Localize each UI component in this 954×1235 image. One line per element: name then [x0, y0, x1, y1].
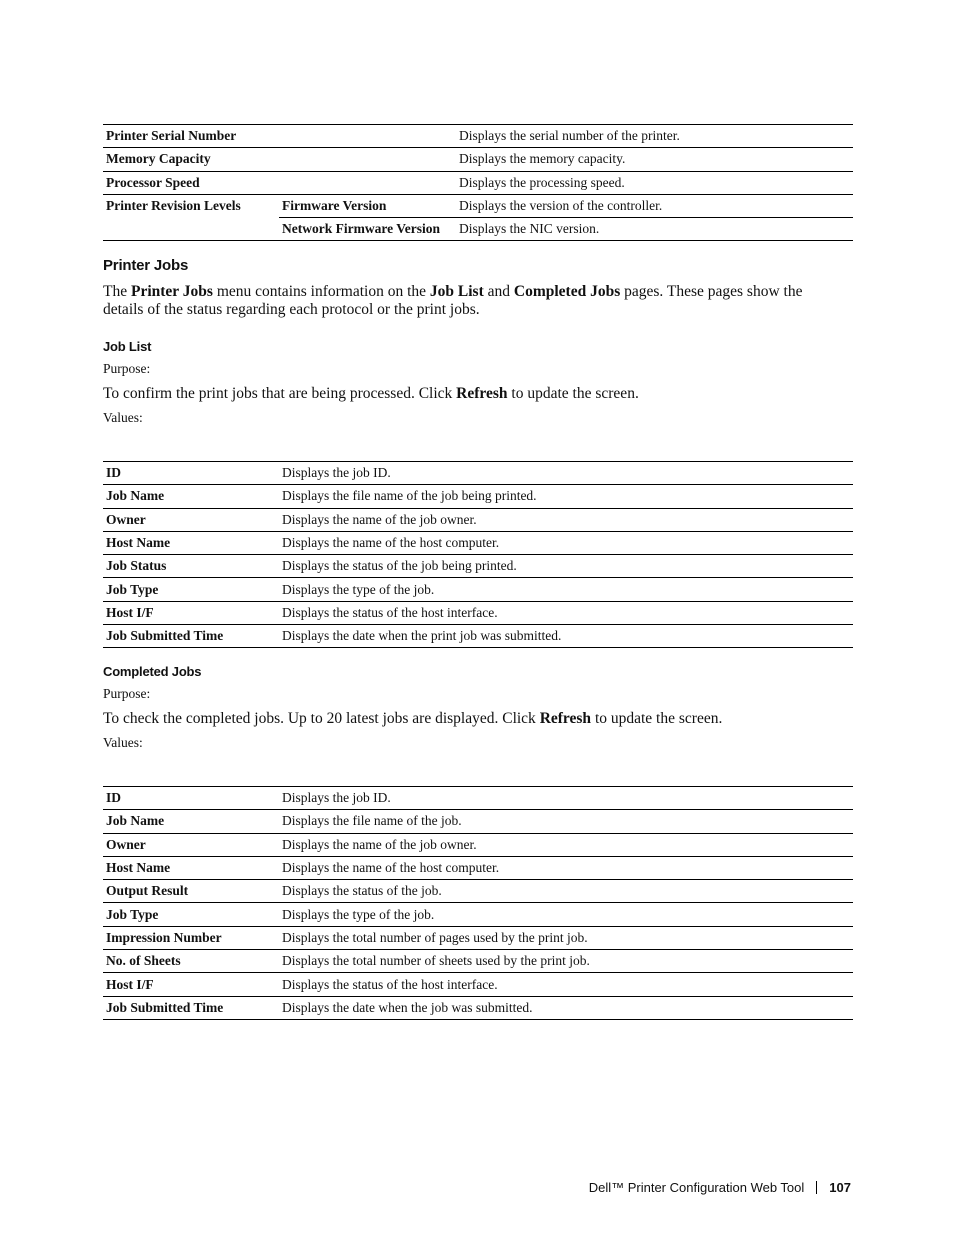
row-key: Processor Speed: [103, 171, 279, 194]
row-desc: Displays the processing speed.: [456, 171, 853, 194]
row-subkey: [279, 171, 456, 194]
completed-jobs-table: [103, 786, 853, 1020]
row-desc: Displays the name of the host computer.: [279, 531, 853, 554]
row-desc: Displays the job ID.: [279, 462, 853, 485]
row-desc: Displays the name of the host computer.: [279, 856, 853, 879]
row-desc: Displays the name of the job owner.: [279, 833, 853, 856]
row-desc: Displays the total number of pages used by the print job.: [279, 926, 853, 949]
row-desc: Displays the status of the job being printed.: [279, 555, 853, 578]
row-key: Host I/F: [103, 973, 279, 996]
table-row: [103, 833, 853, 856]
printer-jobs-intro: The Printer Jobs menu contains information on the Job List and Completed Jobs pages. These pages show the details of the status regarding each protocol or the print jobs.: [103, 283, 803, 318]
row-desc: Displays the name of the job owner.: [279, 508, 853, 531]
row-key: Job Type: [103, 578, 279, 601]
row-key: No. of Sheets: [103, 950, 279, 973]
row-desc: Displays the date when the job was submitted.: [279, 996, 853, 1019]
row-key: Memory Capacity: [103, 148, 279, 171]
row-key: Host Name: [103, 531, 279, 554]
row-key: Impression Number: [103, 926, 279, 949]
row-desc: Displays the total number of sheets used by the print job.: [279, 950, 853, 973]
purpose-label: Purpose:: [103, 686, 151, 701]
row-desc: Displays the file name of the job being printed.: [279, 485, 853, 508]
row-desc: Displays the job ID.: [279, 787, 853, 810]
row-key: Output Result: [103, 880, 279, 903]
row-desc: Displays the status of the host interface.: [279, 973, 853, 996]
table-row: [103, 856, 853, 879]
row-key: Job Submitted Time: [103, 625, 279, 648]
table-row: [103, 125, 853, 148]
row-key: Host Name: [103, 856, 279, 879]
table-row: [103, 578, 853, 601]
row-desc: Displays the date when the print job was submitted.: [279, 625, 853, 648]
row-desc: Displays the serial number of the printer.: [456, 125, 853, 148]
table-row: [103, 194, 853, 217]
row-key: Printer Serial Number: [103, 125, 279, 148]
printer-info-table: [103, 124, 853, 241]
job-list-table: [103, 461, 853, 648]
table-row: [103, 531, 853, 554]
job-list-purpose: To confirm the print jobs that are being processed. Click Refresh to update the screen.: [103, 385, 639, 402]
table-row: [103, 880, 853, 903]
row-key: ID: [103, 787, 279, 810]
row-key: Printer Revision Levels: [106, 198, 241, 214]
subsection-heading-job-list: Job List: [103, 339, 152, 354]
table-row: [103, 973, 853, 996]
row-subkey: [279, 125, 456, 148]
row-desc: Displays the type of the job.: [279, 578, 853, 601]
row-subkey: [279, 148, 456, 171]
row-key: ID: [103, 462, 279, 485]
section-heading-printer-jobs: Printer Jobs: [103, 257, 189, 274]
table-row: [103, 787, 853, 810]
row-desc: Displays the status of the host interface.: [279, 601, 853, 624]
page-number: 107: [829, 1180, 851, 1195]
table-row: [103, 171, 853, 194]
values-label: Values:: [103, 410, 143, 425]
subsection-heading-completed-jobs: Completed Jobs: [103, 664, 202, 679]
table-row: [103, 996, 853, 1019]
table-row: [103, 810, 853, 833]
row-key: [103, 218, 279, 241]
table-row: [103, 462, 853, 485]
row-desc: Displays the NIC version.: [456, 218, 853, 241]
table-row: [103, 903, 853, 926]
table-row: [103, 148, 853, 171]
table-row: [103, 485, 853, 508]
row-key: Job Type: [103, 903, 279, 926]
row-subkey: Network Firmware Version: [279, 218, 456, 241]
purpose-label: Purpose:: [103, 361, 151, 376]
row-subkey: Firmware Version: [279, 194, 456, 217]
row-key: Job Name: [103, 485, 279, 508]
row-key: Job Status: [103, 555, 279, 578]
row-key: Owner: [103, 508, 279, 531]
table-row: [103, 950, 853, 973]
table-row: [103, 601, 853, 624]
row-key: Job Submitted Time: [103, 996, 279, 1019]
footer-title: Dell™ Printer Configuration Web Tool: [588, 1180, 805, 1195]
footer-divider: [816, 1181, 817, 1194]
row-desc: Displays the type of the job.: [279, 903, 853, 926]
table-row: [103, 926, 853, 949]
row-key: Job Name: [103, 810, 279, 833]
row-desc: Displays the version of the controller.: [456, 194, 853, 217]
table-row: [103, 625, 853, 648]
row-desc: Displays the file name of the job.: [279, 810, 853, 833]
row-desc: Displays the memory capacity.: [456, 148, 853, 171]
table-row: [103, 555, 853, 578]
table-row: [103, 508, 853, 531]
completed-jobs-purpose: To check the completed jobs. Up to 20 latest jobs are displayed. Click Refresh to update the screen.: [103, 710, 723, 727]
row-key: Host I/F: [103, 601, 279, 624]
row-desc: Displays the status of the job.: [279, 880, 853, 903]
values-label: Values:: [103, 735, 143, 750]
page-footer: [589, 1180, 851, 1195]
row-key: Owner: [103, 833, 279, 856]
table-row: [103, 218, 853, 241]
